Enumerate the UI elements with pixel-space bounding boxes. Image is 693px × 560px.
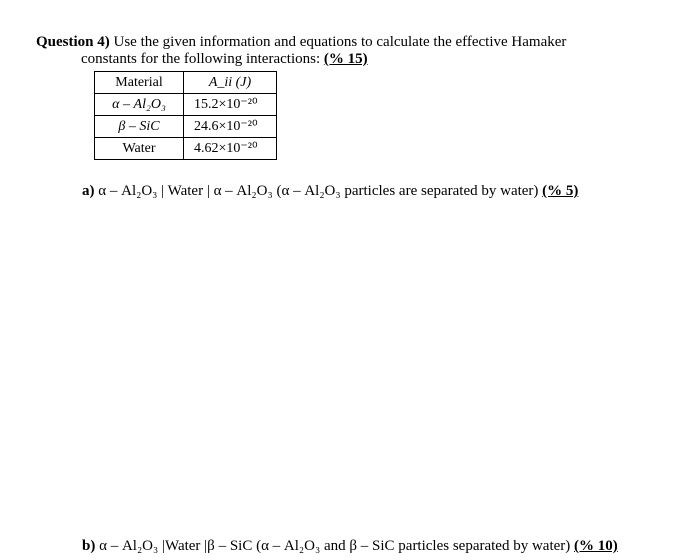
header-material: Material	[95, 72, 184, 94]
part-a-text: α – Al₂O₃ | Water | α – Al₂O₃ (α – Al₂O₃ particles are separated by water)	[98, 183, 539, 199]
value-cell: 4.62×10⁻²⁰	[184, 138, 277, 160]
part-a-label: a)	[82, 183, 95, 199]
question-header	[36, 33, 662, 51]
part-b-percent: (% 10)	[574, 538, 618, 554]
material-cell: β – SiC	[95, 116, 184, 138]
question-line2	[81, 50, 368, 68]
part-a-percent: (% 5)	[542, 183, 579, 199]
material-cell: α – Al₂O₃	[95, 94, 184, 116]
table-row	[95, 116, 277, 138]
table-header-row	[95, 72, 277, 94]
table-row	[95, 94, 277, 116]
table-row	[95, 138, 277, 160]
part-b	[82, 538, 618, 555]
value-cell: 24.6×10⁻²⁰	[184, 116, 277, 138]
part-b-label: b)	[82, 538, 96, 554]
question-number: Question 4)	[36, 34, 110, 50]
material-cell: Water	[95, 138, 184, 160]
part-a	[82, 183, 578, 200]
hamaker-table	[94, 71, 277, 160]
question-text-line1: Use the given information and equations to calculate the effective Hamaker	[113, 34, 567, 50]
question-text-line2: constants for the following interactions:	[81, 51, 321, 67]
question-percent: (% 15)	[323, 51, 368, 67]
part-b-text: α – Al₂O₃ |Water |β – SiC (α – Al₂O₃ and β – SiC particles separated by water)	[99, 538, 571, 554]
value-cell: 15.2×10⁻²⁰	[184, 94, 277, 116]
header-aii: A_ii (J)	[184, 72, 277, 94]
